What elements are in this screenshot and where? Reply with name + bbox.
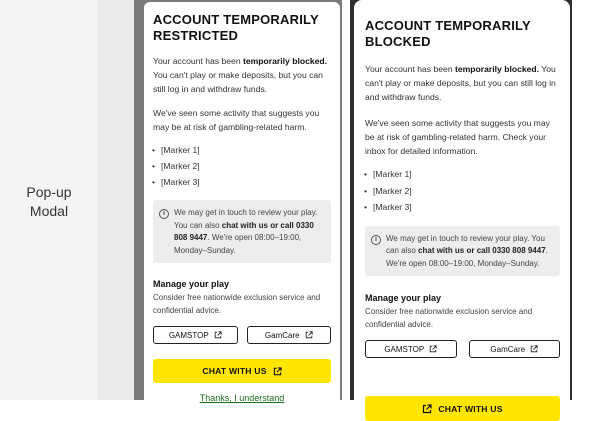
list-item: • [Marker 3] — [365, 199, 560, 216]
support-buttons — [365, 340, 560, 358]
support-buttons — [153, 326, 331, 344]
modal-title-line-1: ACCOUNT TEMPORARILY — [153, 12, 319, 27]
modal-blocked — [354, 0, 570, 414]
status-text: Your account has been — [153, 56, 243, 66]
chat-label: CHAT WITH US — [438, 403, 503, 414]
info-text-start: We may get in touch to review your play. You can also — [386, 233, 545, 255]
info-text-end: . We're open 08:00–19:00, Monday–Sunday. — [174, 233, 302, 255]
status-paragraph — [153, 54, 331, 96]
gamstop-label: GAMSTOP — [384, 344, 425, 354]
status-paragraph — [365, 62, 560, 104]
gamcare-button[interactable] — [469, 340, 561, 358]
external-link-icon — [214, 331, 222, 339]
list-item: • [Marker 2] — [365, 183, 560, 200]
external-link-icon — [273, 367, 282, 376]
gamcare-label: GamCare — [490, 344, 526, 354]
info-text — [386, 233, 554, 271]
external-link-icon — [305, 331, 313, 339]
status-emphasis: temporarily blocked. — [455, 64, 540, 74]
list-item: • [Marker 1] — [153, 142, 331, 158]
gamstop-label: GAMSTOP — [168, 330, 209, 340]
chat-with-us-button[interactable] — [153, 359, 331, 383]
marker-list — [365, 166, 560, 216]
thanks-understand-link[interactable]: Thanks, I understand — [199, 393, 285, 403]
modal-title-line-2: BLOCKED — [365, 34, 431, 49]
modal-title — [365, 18, 560, 50]
contact-emphasis: chat with us or call 0330 808 9447 — [174, 220, 314, 242]
status-text: Your account has been — [365, 64, 455, 74]
info-text-end: . We're open 08:00–19:00, Monday–Sunday. — [386, 246, 548, 268]
section-label — [0, 183, 98, 221]
canvas-gap — [98, 0, 134, 400]
info-icon: i — [159, 209, 169, 219]
modal-title-line-1: ACCOUNT TEMPORARILY — [365, 18, 531, 33]
section-label-line-2: Modal — [29, 203, 69, 219]
manage-heading: Manage your play — [365, 293, 442, 303]
contact-emphasis: chat with us or call 0330 808 9447 — [418, 246, 546, 255]
chat-with-us-button[interactable] — [365, 396, 560, 421]
info-text-start: We may get in touch to review your play. You can also — [174, 208, 318, 230]
manage-heading: Manage your play — [153, 279, 230, 289]
modal-restricted — [144, 2, 340, 403]
gamstop-button[interactable] — [365, 340, 457, 358]
list-item: • [Marker 1] — [365, 166, 560, 183]
status-text-rest: You can't play or make deposits, but you can still log in and withdraw funds. — [153, 70, 323, 94]
info-notice — [365, 226, 560, 277]
modal-title-line-2: RESTRICTED — [153, 28, 239, 43]
harm-paragraph: We've seen some activity that suggests you may be at risk of gambling-related harm. Check your inbox for detailed information. — [365, 118, 550, 156]
status-emphasis: temporarily blocked. — [243, 56, 328, 66]
external-link-icon — [429, 345, 437, 353]
section-label-panel — [0, 0, 98, 400]
info-notice — [153, 200, 331, 263]
status-text-rest: You can't play or make deposits, but you can still log in and withdraw funds. — [365, 64, 556, 102]
info-icon: i — [371, 235, 381, 245]
modal-title — [153, 12, 331, 44]
gamstop-button[interactable] — [153, 326, 238, 344]
harm-paragraph: We've seen some activity that suggests you may be at risk of gambling-related harm. — [153, 108, 320, 132]
info-text — [174, 207, 325, 257]
external-link-icon — [530, 345, 538, 353]
manage-description: Consider free nationwide exclusion service and confidential advice. — [365, 307, 533, 329]
canvas-margin — [572, 0, 600, 400]
gamcare-button[interactable] — [247, 326, 332, 344]
chat-label: CHAT WITH US — [202, 366, 267, 376]
external-link-icon — [422, 404, 432, 414]
manage-description: Consider free nationwide exclusion service and confidential advice. — [153, 293, 321, 315]
list-item: • [Marker 2] — [153, 158, 331, 174]
gamcare-label: GamCare — [264, 330, 300, 340]
list-item: • [Marker 3] — [153, 174, 331, 190]
marker-list — [153, 142, 331, 190]
section-label-line-1: Pop-up — [26, 184, 72, 200]
